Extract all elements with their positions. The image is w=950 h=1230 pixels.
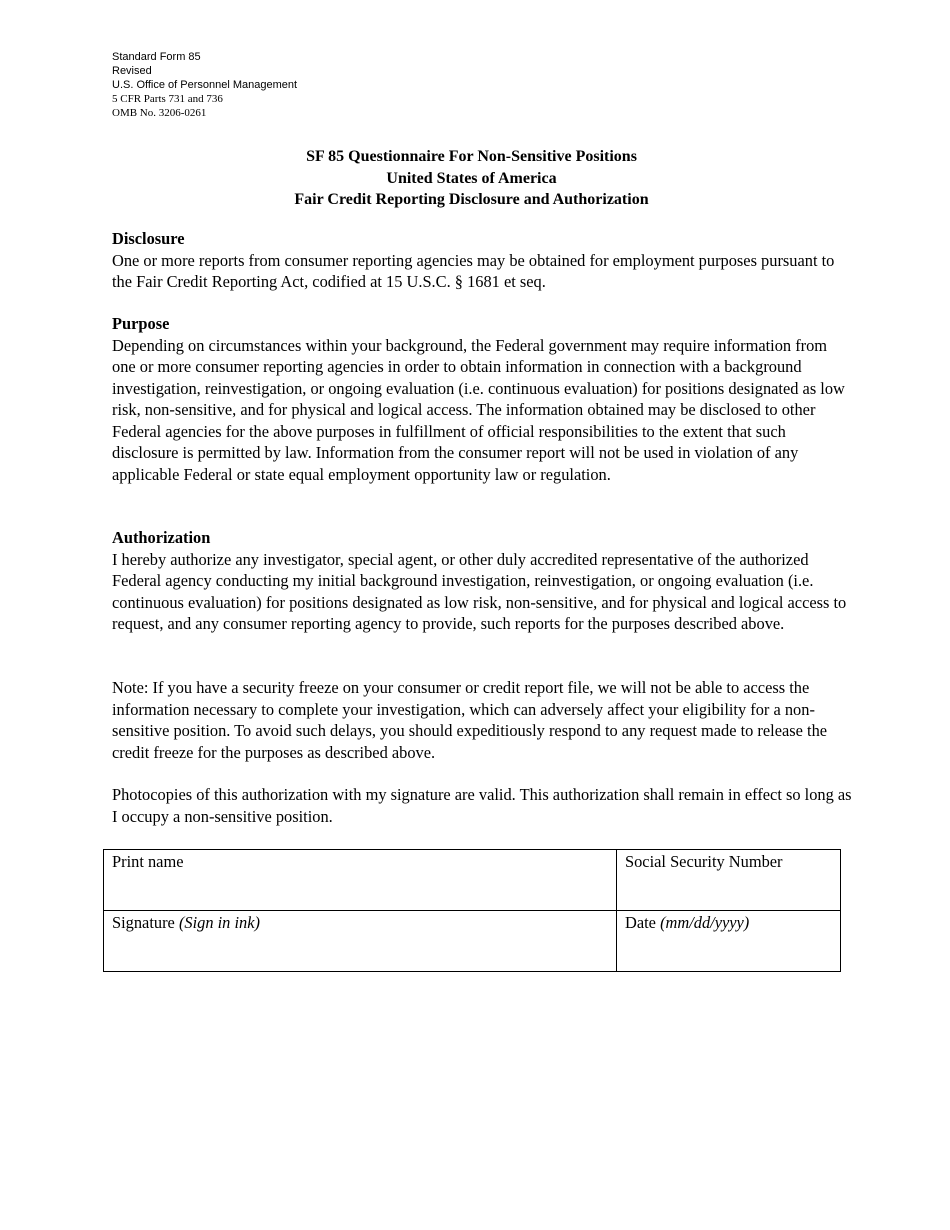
- note-text: Note: If you have a security freeze on your consumer or credit report file, we will not be able to access the information necessary to complete your investigation, which can adversely affect your eligibility for a non-sensitive position. To avoid such delays, you should expeditiously respond to any request made to release the credit freeze for the purposes as described above.: [112, 678, 828, 762]
- authorization-heading: Authorization: [112, 528, 211, 547]
- purpose-section: [112, 313, 852, 485]
- title-line-1: SF 85 Questionnaire For Non-Sensitive Positions: [306, 148, 637, 165]
- signature-field[interactable]: [104, 911, 617, 972]
- ssn-field[interactable]: [617, 850, 841, 911]
- signature-label: Signature: [112, 913, 175, 932]
- signature-hint: (Sign in ink): [178, 913, 260, 932]
- photocopy-text: Photocopies of this authorization with my signature are valid. This authorization shall remain in effect so long as I occupy a non-sensitive position.: [112, 785, 852, 826]
- print-name-label: Print name: [112, 852, 184, 871]
- form-cfr: 5 CFR Parts 731 and 736: [112, 93, 223, 105]
- authorization-text: I hereby authorize any investigator, special agent, or other duly accredited representative of the authorized Federal agency conducting my initial background investigation, reinvestigation, or ongoing evaluation (i.e. continuous evaluation) for positions designated as low risk, non-sensitive, and for physical and logical access to request, and any consumer reporting agency to provide, such reports for the purposes described above.: [112, 549, 847, 633]
- photocopy-section: [112, 784, 852, 827]
- signature-table: [103, 849, 841, 972]
- title-line-3: Fair Credit Reporting Disclosure and Authorization: [294, 191, 649, 208]
- note-section: [112, 677, 852, 763]
- date-label: Date: [625, 913, 656, 932]
- form-number: Standard Form 85: [112, 51, 201, 63]
- authorization-section: [112, 527, 852, 635]
- disclosure-text: One or more reports from consumer reporting agencies may be obtained for employment purposes pursuant to the Fair Credit Reporting Act, codified at 15 U.S.C. § 1681 et seq.: [112, 250, 835, 291]
- form-agency: U.S. Office of Personnel Management: [112, 79, 298, 91]
- print-name-field[interactable]: [104, 850, 617, 911]
- form-header: [112, 50, 297, 120]
- form-revision: Revised: [112, 65, 152, 77]
- page-title: [0, 146, 943, 211]
- disclosure-heading: Disclosure: [112, 229, 185, 248]
- ssn-label: Social Security Number: [625, 852, 783, 871]
- date-field[interactable]: [617, 911, 841, 972]
- table-row: [104, 850, 841, 911]
- table-row: [104, 911, 841, 972]
- purpose-text: Depending on circumstances within your background, the Federal government may require information from one or more consumer reporting agencies in order to obtain information in connection with a background investigation, reinvestigation, or ongoing evaluation (i.e. continuous evaluation) for positions designated as low risk, non-sensitive, and for physical and logical access. The information obtained may be disclosed to other Federal agencies for the above purposes in fulfillment of official responsibilities to the extent that such disclosure is permitted by law. Information from the consumer report will not be used in violation of any applicable Federal or state equal employment opportunity law or regulation.: [112, 335, 845, 484]
- disclosure-section: [112, 228, 852, 293]
- title-line-2: United States of America: [386, 169, 557, 187]
- purpose-heading: Purpose: [112, 314, 170, 333]
- form-omb-number: OMB No. 3206-0261: [112, 107, 207, 119]
- date-hint: (mm/dd/yyyy): [660, 913, 750, 932]
